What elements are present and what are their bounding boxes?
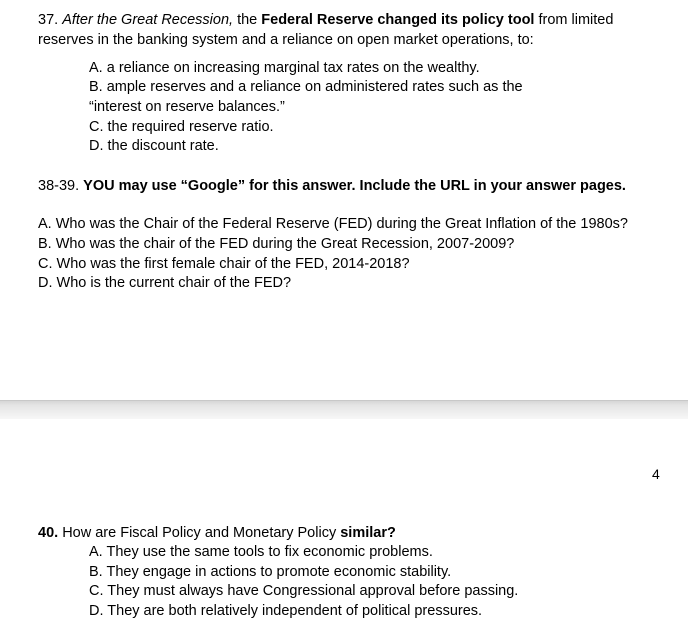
question-37-italic-phrase: After the Great Recession, xyxy=(62,12,234,28)
question-37-option-b-continued: “interest on reserve balances.” xyxy=(89,99,285,115)
question-40-line xyxy=(38,524,396,542)
question-37-line-1 xyxy=(38,11,613,29)
question-37-text-end: from limited xyxy=(534,12,614,28)
question-38-39-item-a: A. Who was the Chair of the Federal Reserve (FED) during the Great Inflation of the 1980s? xyxy=(38,216,628,232)
question-38-39-heading xyxy=(38,177,626,195)
question-37-option-b: B. ample reserves and a reliance on administered rates such as the xyxy=(89,79,523,95)
question-38-39-instructions: YOU may use “Google” for this answer. Include the URL in your answer pages. xyxy=(83,178,626,194)
page-number: 4 xyxy=(652,466,660,482)
question-40-bold-word: similar? xyxy=(340,525,396,541)
question-40-option-a: A. They use the same tools to fix economic problems. xyxy=(89,544,433,560)
question-37-option-c: C. the required reserve ratio. xyxy=(89,119,274,135)
question-37-option-a: A. a reliance on increasing marginal tax rates on the wealthy. xyxy=(89,60,480,76)
question-38-39-number: 38-39. xyxy=(38,178,80,194)
question-40-option-d: D. They are both relatively independent of political pressures. xyxy=(89,603,483,619)
question-40-option-b: B. They engage in actions to promote economic stability. xyxy=(89,564,452,580)
question-37-number: 37. xyxy=(38,12,59,28)
question-37-option-d: D. the discount rate. xyxy=(89,138,219,154)
question-37-line-2: reserves in the banking system and a reliance on open market operations, to: xyxy=(38,32,534,48)
question-40-option-c: C. They must always have Congressional approval before passing. xyxy=(89,583,519,599)
question-40-text: How are Fiscal Policy and Monetary Policy xyxy=(58,525,341,541)
question-40-number: 40. xyxy=(38,525,59,541)
question-38-39-item-c: C. Who was the first female chair of the FED, 2014-2018? xyxy=(38,256,410,272)
question-38-39-item-d: D. Who is the current chair of the FED? xyxy=(38,275,292,291)
question-37-bold-phrase: Federal Reserve changed its policy tool xyxy=(261,12,535,28)
question-37-text-mid: the xyxy=(233,12,262,28)
page-break-divider xyxy=(0,400,688,419)
question-38-39-item-b: B. Who was the chair of the FED during the Great Recession, 2007-2009? xyxy=(38,236,515,252)
